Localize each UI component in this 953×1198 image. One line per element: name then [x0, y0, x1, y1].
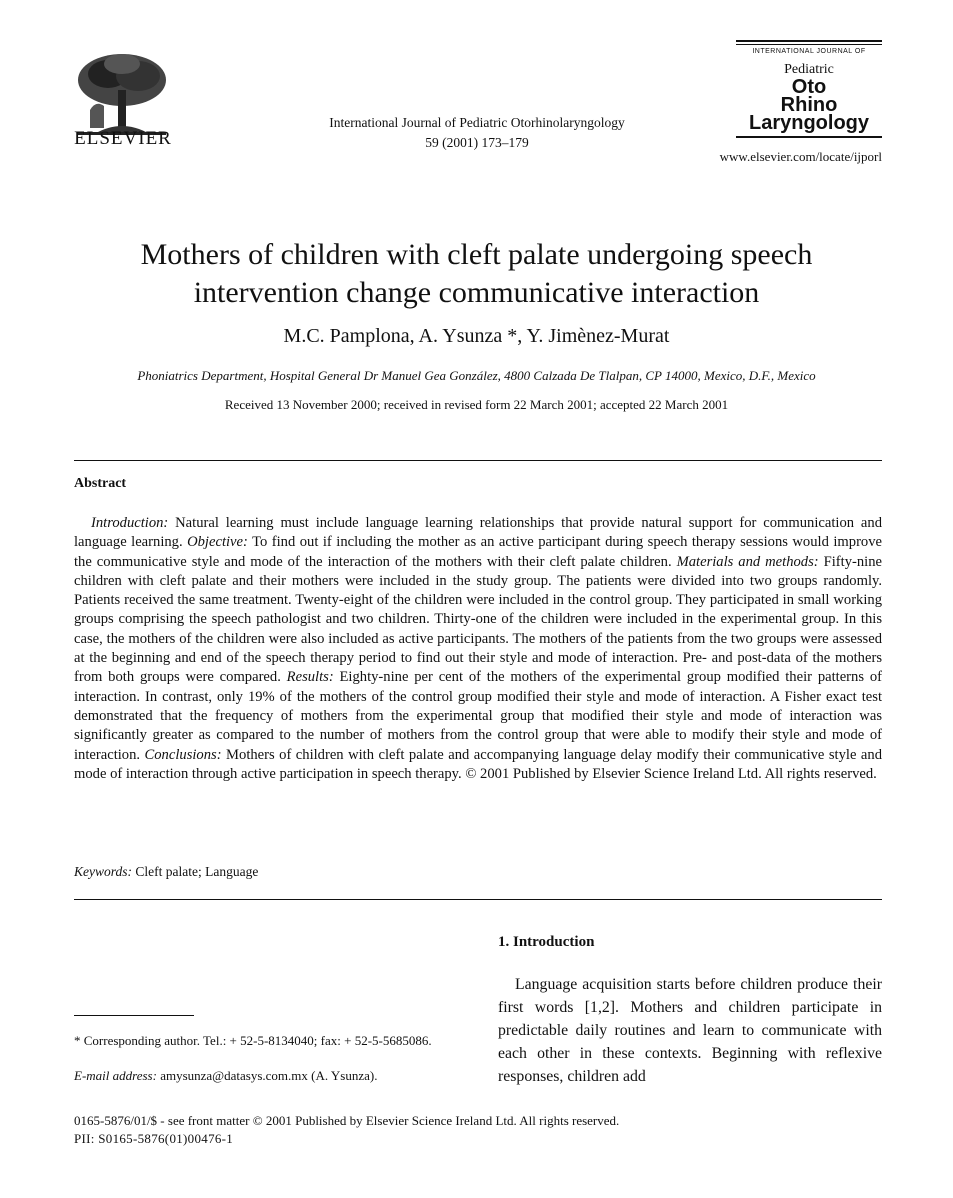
article-title-line-2: intervention change communicative interaction: [193, 276, 760, 309]
abstract-results-text: Eighty-nine per cent of the mothers of the experimental group modified their patterns of interaction. In contrast, only 19% of the mothers of the control group modified their style and mode of interaction. A Fisher exact test demonstrated that the frequency of mothers from the experimental group that modified their style and mode of interaction was significantly greater as compared to the number of mothers from the control group that were able to modify their style and mode of interaction.: [74, 669, 882, 763]
pii-identifier: PII: S0165-5876(01)00476-1: [74, 1131, 234, 1146]
corresponding-author-footnote: * Corresponding author. Tel.: + 52-5-8134040; fax: + 52-5-5685086.: [74, 1033, 432, 1048]
footnote-divider: [74, 1015, 194, 1016]
journal-logo-word-oto: Oto: [791, 76, 827, 98]
journal-name: International Journal of Pediatric Otorhinolaryngology: [329, 115, 625, 130]
journal-logo-intl: INTERNATIONAL JOURNAL OF: [752, 48, 866, 55]
copyright-line: 0165-5876/01/$ - see front matter © 2001 Published by Elsevier Science Ireland Ltd. All rights reserved.: [74, 1113, 620, 1128]
abstract-conclusions-text: Mothers of children with cleft palate and accompanying language delay modify their communicative style and mode of interaction through active participation in speech therapy. © 2001 Published by Elsevier Science Ireland Ltd. All rights reserved.: [74, 746, 882, 782]
journal-citation: [250, 113, 704, 153]
logo-rule-bottom: [736, 136, 882, 138]
abstract-introduction-text: Natural learning must include language learning relationships that provide natural support for communication and language learning.: [74, 515, 882, 551]
journal-url-link[interactable]: www.elsevier.com/locate/ijporl: [719, 149, 882, 164]
journal-volume: 59 (2001) 173–179: [425, 135, 529, 150]
journal-logo: [736, 40, 882, 138]
abstract-methods-label: Materials and methods:: [676, 553, 819, 570]
abstract-body: [74, 514, 882, 784]
logo-rule-top: [736, 40, 882, 42]
affiliation: Phoniatrics Department, Hospital General Dr Manuel Gea González, 4800 Calzada De Tlalpan, CP 14000, Mexico, D.F., Mexico: [137, 368, 816, 383]
abstract-top-divider: [74, 460, 882, 461]
article-dates: Received 13 November 2000; received in revised form 22 March 2001; accepted 22 March 2001: [224, 397, 729, 412]
article-title-line-1: Mothers of children with cleft palate undergoing speech: [140, 238, 813, 271]
keywords-text: Cleft palate; Language: [132, 864, 259, 879]
abstract-objective-label: Objective:: [187, 534, 248, 551]
publisher-name: ELSEVIER: [74, 128, 172, 149]
abstract-bottom-divider: [74, 899, 882, 900]
author-list: M.C. Pamplona, A. Ysunza *, Y. Jimènez-Murat: [283, 325, 670, 347]
abstract-introduction-label: Introduction:: [91, 515, 169, 531]
introduction-paragraph: Language acquisition starts before children produce their first words [1,2]. Mothers and children participate in predictable daily routines and learn to communicate with each other in these contexts. Beginning with reflexive responses, children add: [498, 976, 882, 1085]
keywords-label: Keywords:: [74, 864, 132, 879]
section-heading-introduction: 1. Introduction: [498, 934, 595, 950]
abstract-objective-text: To find out if including the mother as an active participant during speech therapy sessions would improve the communicative style and mode of the interaction of the mothers with their cleft palate children.: [74, 534, 882, 570]
keywords: [74, 864, 258, 880]
abstract-results-label: Results:: [286, 669, 334, 686]
email-footnote: [74, 1068, 456, 1084]
logo-rule-thin: [736, 44, 882, 45]
abstract-heading: Abstract: [74, 476, 127, 491]
journal-logo-word-rhino: Rhino: [780, 94, 838, 116]
article-title: [60, 236, 893, 312]
journal-logo-word-laryngology: Laryngology: [748, 112, 869, 134]
abstract-conclusions-label: Conclusions:: [144, 746, 222, 763]
journal-logo-word-pediatric: Pediatric: [784, 62, 834, 77]
email-address[interactable]: amysunza@datasys.com.mx (A. Ysunza).: [156, 1068, 378, 1083]
email-label: E-mail address:: [74, 1068, 157, 1083]
abstract-methods-text: Fifty-nine children with cleft palate and their mothers were included in the study group. The patients were divided into two groups randomly. Patients received the same treatment. Twenty-eight of the children were included in the control group. They participated in small working groups comprising the speech pathologist and two children. Thirty-one of the children were included in the experimental group. In this case, the mothers of the children were also included as active participants. The mothers of the patients from the two groups were assessed at the beginning and end of the speech therapy period to find out their style and mode of interaction. Pre- and post-data of the mothers from both groups were compared.: [74, 553, 882, 686]
